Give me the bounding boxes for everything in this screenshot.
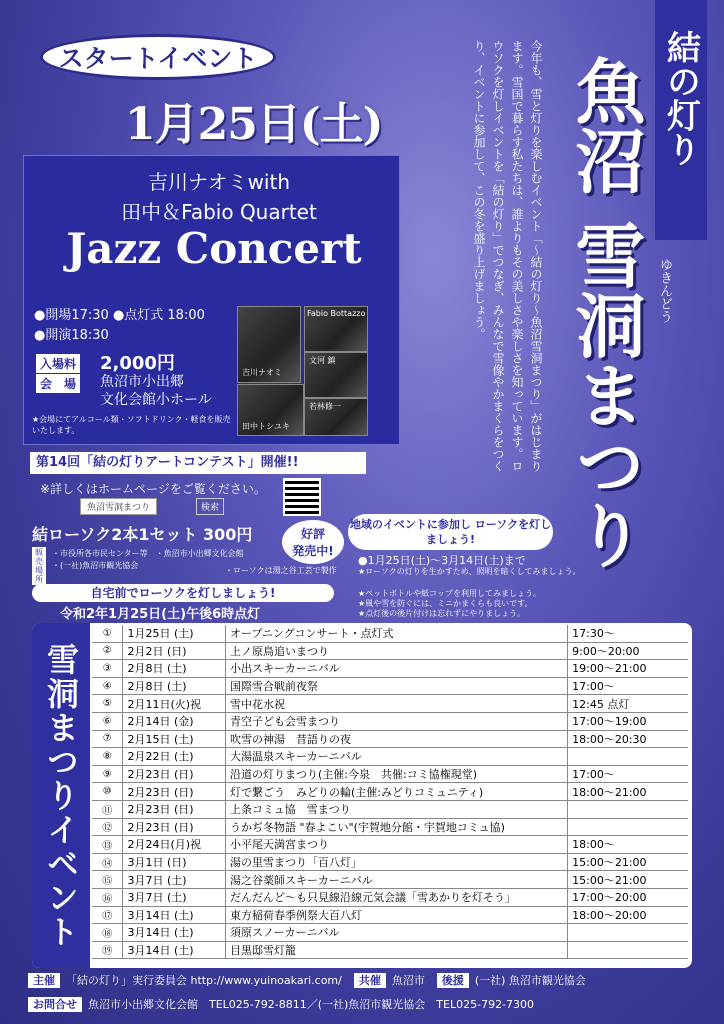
event-time: 19:00〜21:00 <box>568 660 688 678</box>
event-date: 2月15日 (土) <box>123 730 226 748</box>
event-time: 17:00〜 <box>568 765 688 783</box>
event-name: 小出スキーカーニバル <box>226 660 568 678</box>
event-name: 青空子ども会雪まつり <box>226 712 568 730</box>
event-date: 1月25日 (土) <box>123 625 226 642</box>
event-name: 東方稲荷春季例祭大百八灯 <box>226 906 568 924</box>
events-title: 雪洞まつりイベント <box>32 623 90 968</box>
photo-caption: 田中トシユキ <box>242 422 290 431</box>
fee-value: 2,000円 <box>100 353 175 374</box>
event-number: ⑭ <box>92 853 123 871</box>
event-name: 上条コミュ協 雪まつり <box>226 800 568 818</box>
contest-note: ※詳しくはホームページをご覧ください。 <box>40 482 266 496</box>
event-row <box>92 642 688 660</box>
event-time: 17:00〜19:00 <box>568 712 688 730</box>
event-name: オープニングコンサート・点灯式 <box>226 625 568 642</box>
event-name: だんだんど〜も只見線沿線元気会議「雪あかりを灯そう」 <box>226 888 568 906</box>
event-time <box>568 818 688 836</box>
event-time: 12:45 点灯 <box>568 695 688 713</box>
event-date: 2月8日 (土) <box>123 677 226 695</box>
event-time: 15:00〜21:00 <box>568 871 688 889</box>
event-date: 3月14日 (土) <box>123 906 226 924</box>
event-number: ④ <box>92 677 123 695</box>
photo-caption: Fabio Bottazzo <box>307 309 366 318</box>
event-row <box>92 888 688 906</box>
event-row <box>92 730 688 748</box>
contact-label: お問合せ <box>28 997 82 1012</box>
jazz-concert-box <box>23 155 400 445</box>
event-name: 沿道の灯りまつり(主催:今泉 共催:コミ協権現堂) <box>226 765 568 783</box>
event-time <box>568 924 688 942</box>
local-tip: ★風や雪を防ぐには、ミニかまくらも良いです。 <box>358 599 533 608</box>
event-name: 須原スノーカーニバル <box>226 924 568 942</box>
qr-code-icon <box>283 478 321 516</box>
event-number: ⑱ <box>92 924 123 942</box>
event-name: 国際雪合戦前夜祭 <box>226 677 568 695</box>
search-button[interactable]: 検索 <box>196 498 224 515</box>
event-number: ⑮ <box>92 871 123 889</box>
event-row <box>92 906 688 924</box>
event-row <box>92 748 688 766</box>
start-event-date: 1月25日(土) <box>125 99 383 150</box>
sales-note: ・ローソクは湯之谷工芸で製作 <box>225 566 337 575</box>
event-row <box>92 695 688 713</box>
event-date: 3月7日 (土) <box>123 871 226 889</box>
event-row <box>92 783 688 801</box>
event-name: 目黒邸雪灯籠 <box>226 941 568 959</box>
contest-title: 第14回「結の灯りアートコンテスト」開催!! <box>30 452 366 474</box>
event-name: 湯の里雪まつり「百八灯」 <box>226 853 568 871</box>
event-row <box>92 871 688 889</box>
performer-line-1: 吉川ナオミwith <box>147 170 291 194</box>
event-number: ② <box>92 642 123 660</box>
event-number: ③ <box>92 660 123 678</box>
event-name: 湯之谷薬師スキーカーニバル <box>226 871 568 889</box>
venue-line-1: 魚沼市小出郷 <box>100 374 184 390</box>
event-date: 2月11日(火)祝 <box>123 695 226 713</box>
sales-location: ・(一社)魚沼市観光協会 <box>52 561 139 570</box>
support-label: 後援 <box>437 973 469 988</box>
event-name: うかぢ冬物語 "春よこい"(宇賀地分館・宇賀地コミュ協) <box>226 818 568 836</box>
event-time: 18:00〜21:00 <box>568 783 688 801</box>
event-date: 3月14日 (土) <box>123 941 226 959</box>
photo-caption: 吉川ナオミ <box>242 368 282 377</box>
home-candle-date: 令和2年1月25日(土)午後6時点灯 <box>60 607 261 622</box>
cosponsor: 魚沼市 <box>391 974 425 987</box>
event-date: 2月8日 (土) <box>123 660 226 678</box>
start-time: ●開演18:30 <box>34 328 109 343</box>
event-name: 上ノ原鳥追いまつり <box>226 642 568 660</box>
event-row <box>92 765 688 783</box>
event-number: ① <box>92 625 123 642</box>
event-time: 17:00〜 <box>568 677 688 695</box>
jazz-note: ★会場にてアルコール類・ソフトドリンク・軽食を販売いたします。 <box>32 415 231 435</box>
photo-caption: 若林修一 <box>309 402 341 411</box>
footer-row <box>28 972 586 988</box>
event-time <box>568 748 688 766</box>
sale-badge-line-1: 好評 <box>300 527 325 541</box>
event-time: 9:00〜20:00 <box>568 642 688 660</box>
festival-title: 魚沼 雪洞まつり <box>564 55 647 570</box>
event-number: ⑫ <box>92 818 123 836</box>
event-date: 2月23日 (日) <box>123 783 226 801</box>
event-number: ⑬ <box>92 836 123 854</box>
home-candle-banner: 自宅前でローソクを灯しましょう! <box>32 584 334 602</box>
sales-label: 販売場所 <box>32 547 46 585</box>
event-name: 灯で繋ごう みどりの輪(主催:みどりコミュニティ) <box>226 783 568 801</box>
event-date: 2月24日(月)祝 <box>123 836 226 854</box>
event-name: 大湯温泉スキーカーニバル <box>226 748 568 766</box>
local-event-period: ●1月25日(土)〜3月14日(土)まで <box>358 554 526 567</box>
event-date: 2月23日 (日) <box>123 800 226 818</box>
cosponsor-label: 共催 <box>354 973 386 988</box>
event-time: 17:00〜20:00 <box>568 888 688 906</box>
event-number: ⑥ <box>92 712 123 730</box>
event-time: 18:00〜20:00 <box>568 906 688 924</box>
event-number: ⑲ <box>92 941 123 959</box>
event-number: ⑰ <box>92 906 123 924</box>
event-number: ⑪ <box>92 800 123 818</box>
festival-ruby: ゆきんどう <box>657 258 672 323</box>
event-time <box>568 941 688 959</box>
event-name: 雪中花水祝 <box>226 695 568 713</box>
local-event-pill: 地域のイベントに参加し ローソクを灯しましょう! <box>348 514 553 550</box>
event-name: 小平尾天満宮まつり <box>226 836 568 854</box>
event-time: 18:00〜20:30 <box>568 730 688 748</box>
event-row <box>92 625 688 642</box>
local-tip: ★ペットボトルや紙コップを利用してみましょう。 <box>358 589 542 598</box>
organizer: 「結の灯り」実行委員会 http://www.yuinoakari.com/ <box>66 974 342 987</box>
local-tip: ★ローソクの灯りを生かすため、照明を暗くしてみましょう。 <box>358 567 581 576</box>
sales-location: ・市役所各市民センター等 ・魚沼市小出郷文化会館 <box>52 549 244 558</box>
event-date: 3月14日 (土) <box>123 924 226 942</box>
photo-caption: 文河 鎮 <box>309 356 336 365</box>
event-date: 2月23日 (日) <box>123 818 226 836</box>
local-tip: ★点灯後の後片付けは忘れずにやりましょう。 <box>358 609 526 618</box>
event-time: 15:00〜21:00 <box>568 853 688 871</box>
sale-badge <box>282 520 344 564</box>
organizer-label: 主催 <box>28 973 60 988</box>
performer-photo <box>304 306 368 352</box>
event-date: 2月22日 (土) <box>123 748 226 766</box>
event-row <box>92 924 688 942</box>
event-name: 吹雪の神湯 昔語りの夜 <box>226 730 568 748</box>
event-number: ⑧ <box>92 748 123 766</box>
event-date: 3月1日 (日) <box>123 853 226 871</box>
events-table <box>92 625 688 959</box>
candle-offer: 結ローソク2本1セット 300円 <box>32 525 253 544</box>
event-row <box>92 836 688 854</box>
event-row <box>92 853 688 871</box>
sale-badge-line-2: 発売中! <box>292 544 334 558</box>
event-date: 2月14日 (金) <box>123 712 226 730</box>
performer-photo <box>237 306 301 383</box>
performer-photo <box>304 398 368 436</box>
event-date: 2月23日 (日) <box>123 765 226 783</box>
event-date: 2月2日 (日) <box>123 642 226 660</box>
performer-line-2: 田中＆Fabio Quartet <box>121 200 317 224</box>
event-number: ⑯ <box>92 888 123 906</box>
open-time: ●開場17:30 ●点灯式 18:00 <box>34 308 205 323</box>
event-row <box>92 800 688 818</box>
event-number: ⑩ <box>92 783 123 801</box>
brand-title: 結の灯り <box>655 0 707 240</box>
intro-text: 今年も、雪と灯りを楽しむイベント「〜結の灯り〜魚沼雪洞まつり」がはじまります。雪国で暮らす私たちは、誰よりもその美しさや楽しさを知っています。ロウソクを灯しイベントを「結の灯り」でつなぎ、みんなで雪像やかまくらをつくり、イベントに参加して、この冬を盛り上げましょう。 <box>472 40 543 472</box>
contact: 魚沼市小出郷文化会館 TEL025-792-8811／(一社)魚沼市観光協会 TEL025-792-7300 <box>88 998 535 1011</box>
event-date: 3月7日 (土) <box>123 888 226 906</box>
event-row <box>92 941 688 959</box>
venue-line-2: 文化会館小ホール <box>100 392 212 408</box>
event-number: ⑦ <box>92 730 123 748</box>
performer-photo <box>237 384 304 436</box>
event-time <box>568 800 688 818</box>
events-panel <box>32 623 692 968</box>
fee-label: 入場料 <box>36 354 80 373</box>
event-time: 17:30〜 <box>568 625 688 642</box>
event-row <box>92 712 688 730</box>
performer-photo <box>304 352 368 398</box>
event-row <box>92 677 688 695</box>
jazz-title: Jazz Concert <box>66 224 362 273</box>
event-row <box>92 818 688 836</box>
event-row <box>92 660 688 678</box>
venue-label: 会 場 <box>36 374 80 393</box>
event-number: ⑤ <box>92 695 123 713</box>
event-time: 18:00〜 <box>568 836 688 854</box>
support: (一社) 魚沼市観光協会 <box>474 974 586 987</box>
event-number: ⑨ <box>92 765 123 783</box>
start-event-label: スタートイベント <box>40 34 276 80</box>
search-input[interactable]: 魚沼雪洞まつり <box>80 498 157 515</box>
footer-row <box>28 996 534 1012</box>
